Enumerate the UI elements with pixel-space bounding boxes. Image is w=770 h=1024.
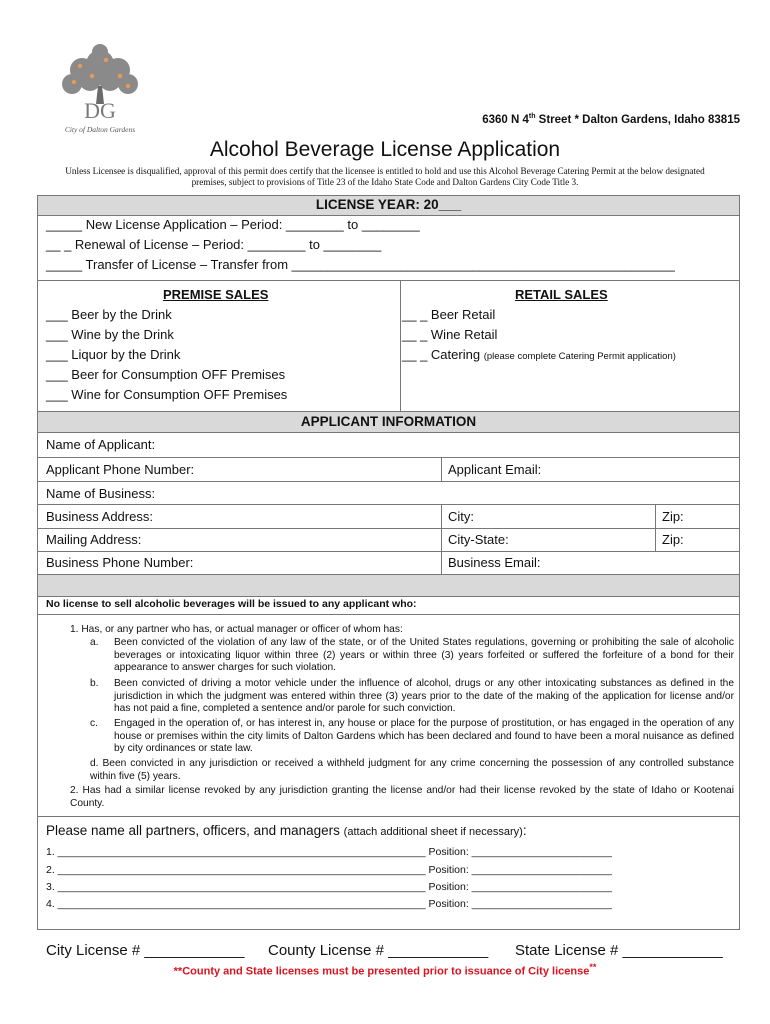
premise-option-liquor-drink[interactable]: ___ Liquor by the Drink [46, 347, 181, 362]
retail-option-catering[interactable]: __ _ Catering (please complete Catering Permit application) [402, 347, 676, 362]
partner-line-4[interactable]: 4. _______________________________________________________________ Position: ________________________ [46, 898, 612, 910]
state-license-field[interactable]: State License # ____________ [515, 942, 723, 959]
requirement-b: Been convicted of driving a motor vehicle under the influence of alcohol, drugs or any other intoxicating substances as defined in the jurisdiction in which the judgment was entered within three (3) years prior to the date of the making of the application for license and/or has not paid a fine, completed a sentence and/or parole for such conviction. [114, 678, 734, 715]
license-year-title: LICENSE YEAR: 20___ [315, 197, 462, 212]
partner-line-2[interactable]: 2. _______________________________________________________________ Position: ________________________ [46, 864, 612, 876]
transfer-option[interactable]: _____ Transfer of License – Transfer from _____________________________________________________ [46, 257, 675, 272]
partner-line-1[interactable]: 1. _______________________________________________________________ Position: ________________________ [46, 846, 612, 858]
business-name-label: Name of Business: [46, 486, 156, 501]
license-footnote: **County and State licenses must be presented prior to issuance of City license** [173, 962, 597, 978]
premise-option-wine-off[interactable]: ___ Wine for Consumption OFF Premises [46, 387, 288, 402]
logo-monogram: DG [84, 98, 116, 123]
premise-option-wine-drink[interactable]: ___ Wine by the Drink [46, 327, 174, 342]
new-license-option[interactable]: _____ New License Application – Period: ________ to ________ [46, 217, 420, 232]
renewal-option[interactable]: __ _ Renewal of License – Period: ________ to ________ [46, 237, 382, 252]
zip-label-2: Zip: [662, 532, 684, 547]
disqualification-heading: No license to sell alcoholic beverages will be issued to any applicant who: [46, 598, 417, 610]
name-of-applicant-label: Name of Applicant: [46, 437, 156, 452]
requirement-2: 2. Has had a similar license revoked by any jurisdiction granting the license and/or had their license revoked by the state of Idaho or Kootenai County. [70, 785, 734, 809]
applicant-phone-label: Applicant Phone Number: [46, 462, 195, 477]
requirement-a: Been convicted of the violation of any law of the state, or of the United States regulations, governing or prohibiting the sale of alcoholic beverages or intoxicating liquor within three (2) years or within three (3) years forfeited or suffered the forfeiture of a bond for their appearance to answer charges for such violation. [114, 637, 734, 674]
requirement-1: 1. Has, or any partner who has, or actual manager or officer of whom has: [70, 624, 403, 635]
logo-text: City of Dalton Gardens [64, 125, 136, 134]
requirement-c: Engaged in the operation of, or has interest in, any house or place for the purpose of prostitution, or has engaged in the operation of any house or premises within the city limits of Dalton Gardens which has been declared and found to have been a moral nuisance as defined by city ordinances or state law. [114, 718, 734, 755]
form-frame [37, 195, 740, 930]
city-state-label: City-State: [448, 532, 509, 547]
partner-line-3[interactable]: 3. _______________________________________________________________ Position: ________________________ [46, 881, 612, 893]
requirement-b-label: b. [90, 678, 99, 689]
requirement-d: d. Been convicted in any jurisdiction or received a withheld judgment for any crime concerning the possession of any controlled substance within five (5) years. [90, 758, 734, 782]
applicant-info-title: APPLICANT INFORMATION [300, 414, 477, 429]
zip-label: Zip: [662, 509, 684, 524]
business-address-label: Business Address: [46, 509, 153, 524]
county-license-field[interactable]: County License # ____________ [268, 942, 489, 959]
applicant-email-label: Applicant Email: [448, 462, 542, 477]
requirement-c-label: c. [90, 718, 98, 729]
business-phone-label: Business Phone Number: [46, 555, 194, 570]
premise-option-beer-drink[interactable]: ___ Beer by the Drink [46, 307, 172, 322]
retail-sales-title: RETAIL SALES [515, 287, 608, 302]
city-license-field[interactable]: City License # ____________ [46, 942, 245, 959]
premise-sales-title: PREMISE SALES [163, 287, 269, 302]
address: 6360 N 4th Street * Dalton Gardens, Idaho 83815 [482, 113, 740, 126]
partners-heading: Please name all partners, officers, and managers (attach additional sheet if necessary): [46, 823, 527, 838]
premise-option-beer-off[interactable]: ___ Beer for Consumption OFF Premises [46, 367, 286, 382]
retail-option-beer[interactable]: __ _ Beer Retail [402, 307, 496, 322]
business-email-label: Business Email: [448, 555, 541, 570]
requirement-a-label: a. [90, 637, 99, 648]
subtitle: Unless Licensee is disqualified, approval of this permit does certify that the licensee is entitled to hold and use this Alcohol Beverage Catering Permit at the below designated premises, subject to provisions of Title 23 of the Idaho State Code and Dalton Gardens City Code Title 3. [65, 166, 705, 187]
retail-option-wine[interactable]: __ _ Wine Retail [402, 327, 498, 342]
page-title: Alcohol Beverage License Application [209, 138, 561, 161]
city-logo [50, 42, 150, 138]
mailing-address-label: Mailing Address: [46, 532, 142, 547]
city-label: City: [448, 509, 474, 524]
catering-note: (please complete Catering Permit application) [483, 351, 676, 362]
